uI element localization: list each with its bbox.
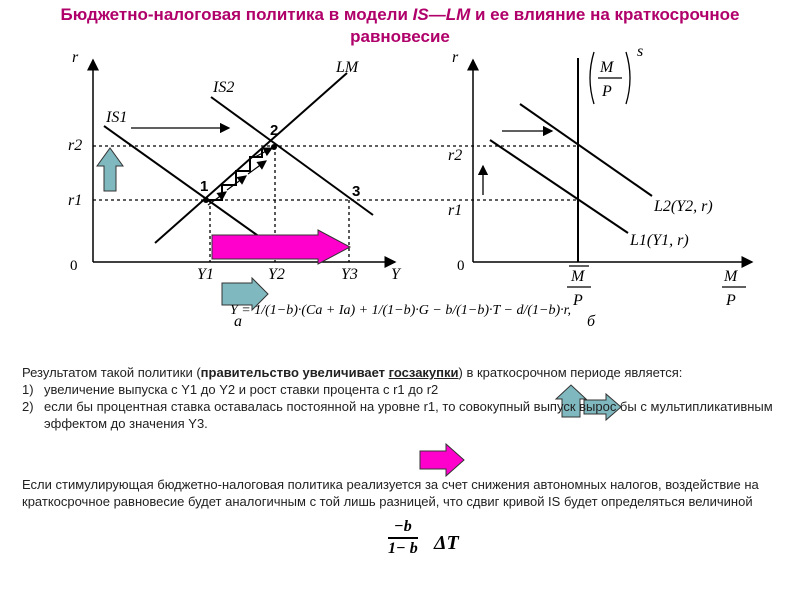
list-item: 2) если бы процентная ставка оставалась постоянной на уровне r1, то совокупный выпуск вырос бы с мультипликативным эффектом до значения Y3. — [22, 399, 773, 431]
y-axis-label: Y — [391, 266, 400, 283]
y1-label: Y1 — [197, 266, 214, 283]
panel-b — [448, 43, 752, 309]
y3-label: Y3 — [341, 266, 358, 283]
point-1 — [203, 197, 209, 203]
point-1-label: 1 — [200, 178, 209, 195]
adjustment-path — [207, 149, 262, 200]
r2-label-b: r2 — [448, 147, 463, 164]
panel-b-label: б — [587, 313, 596, 330]
multiplier-effect-arrow — [212, 230, 350, 264]
panel-a-label: а — [234, 313, 242, 330]
origin-a: 0 — [70, 258, 78, 274]
svg-text:P: P — [573, 292, 583, 309]
is1-label: IS1 — [106, 109, 128, 126]
r-axis-label-b: r — [452, 49, 459, 66]
svg-text:M: M — [600, 59, 614, 76]
svg-text:P: P — [602, 83, 612, 100]
m-over-p-axis-label — [722, 268, 746, 309]
tax-multiplier-fraction: $\frac{-b}{1- b}$ — [388, 518, 418, 557]
tax-policy-text: Если стимулирующая бюджетно-налоговая политика реализуется за счет снижения автономных налогов, воздействие на краткосрочное равновесие будет аналогичным с той лишь разницей, что сдвиг кривой IS будет определяться величиной — [22, 477, 759, 509]
delta-t: ΔT — [434, 532, 459, 554]
list-item: 1) увеличение выпуска с Y1 до Y2 и рост ставки процента с r1 до r2 — [22, 382, 439, 397]
origin-b: 0 — [457, 258, 465, 274]
conclusion-text: Результатом такой политики (правительство увеличивает госзакупки) в краткосрочном периоде является: 1) увеличение выпуска с Y1 до Y2 и рост ставки процента с r1 до r2 2) если бы процентная ставка оставалась постоянной на уровне r1, то совокупный выпуск вырос бы с мультипликативным эффектом до значения Y3. — [22, 364, 790, 432]
equilibrium-formula: Y = 1/(1−b)·(Ca + Ia) + 1/(1−b)·G − b/(1−b)·T − d/(1−b)·r, — [230, 303, 572, 318]
is1-curve — [104, 126, 264, 240]
l1-label: L1(Y1, r) — [630, 232, 689, 249]
l2-label: L2(Y2, r) — [654, 198, 713, 215]
r1-label-a: r1 — [68, 192, 83, 209]
point-2-label: 2 — [270, 122, 279, 139]
point-3-label: 3 — [352, 183, 361, 200]
svg-text:M: M — [724, 268, 738, 285]
l1-curve — [490, 140, 628, 233]
r-axis-label-a: r — [72, 49, 79, 66]
is2-label: IS2 — [213, 79, 235, 96]
l2-curve — [520, 104, 652, 196]
money-supply-label — [590, 43, 643, 104]
y2-label: Y2 — [268, 266, 285, 283]
rate-rise-arrow — [97, 148, 123, 191]
svg-text:M: M — [571, 268, 585, 285]
is2-curve — [211, 97, 373, 215]
panel-a — [68, 49, 578, 310]
r2-label-a: r2 — [68, 137, 83, 154]
page-title: Бюджетно-налоговая политика в модели IS—LM и ее влияние на краткосрочное равновесие — [60, 5, 740, 46]
legend-magenta-arrow — [420, 444, 464, 476]
svg-text:P: P — [726, 292, 736, 309]
svg-text:s: s — [637, 43, 644, 60]
r1-label-b: r1 — [448, 202, 463, 219]
lm-label: LM — [336, 59, 359, 76]
point-2 — [271, 144, 277, 150]
